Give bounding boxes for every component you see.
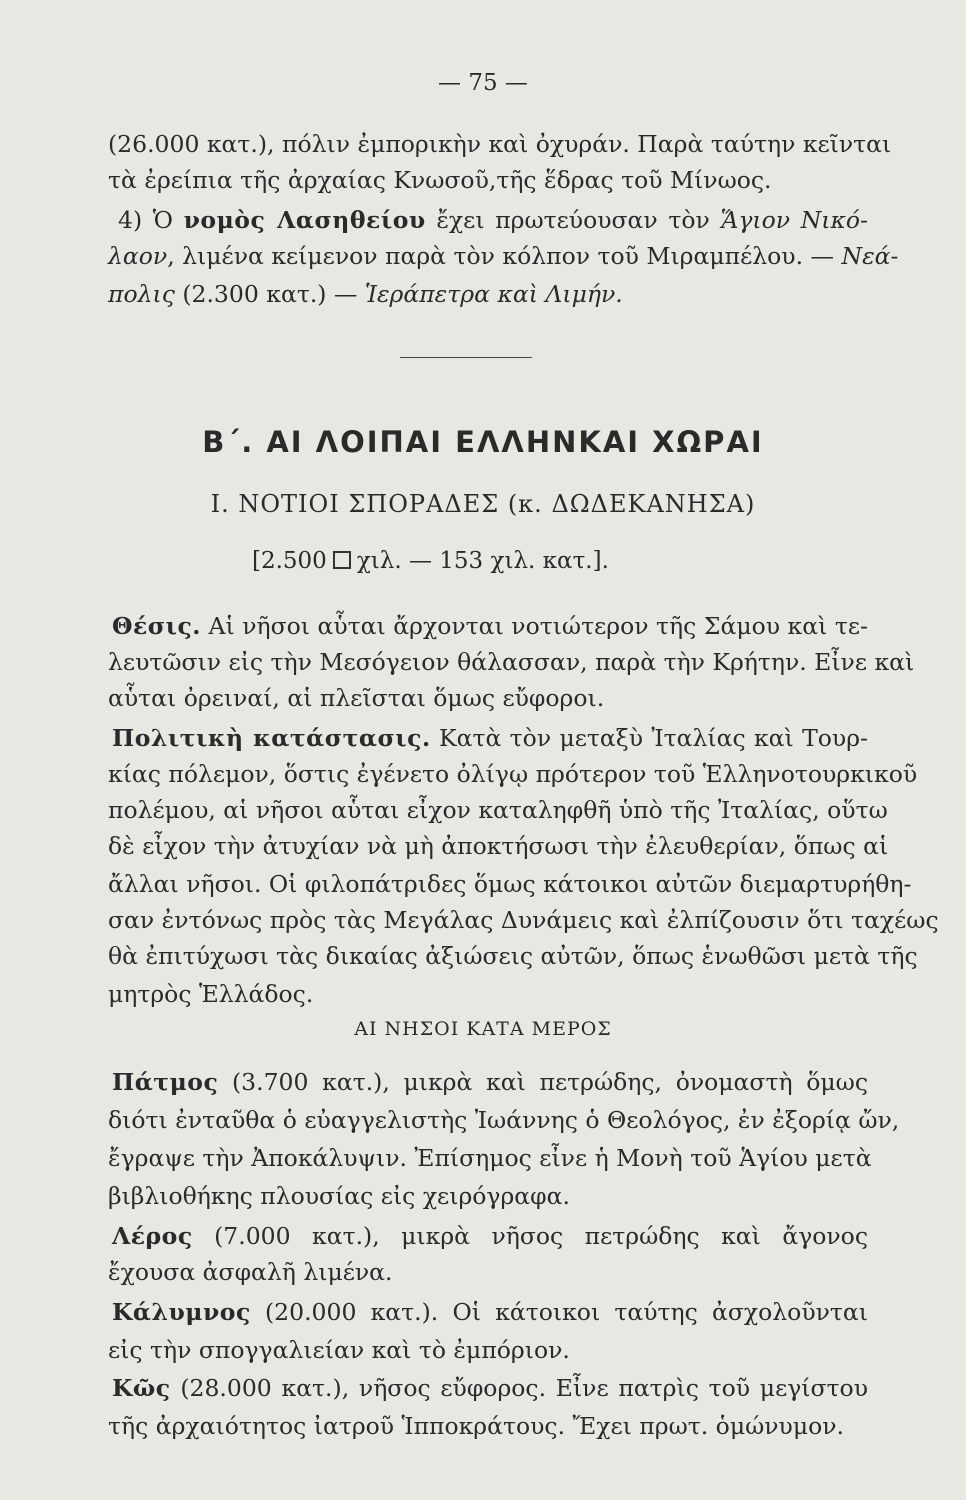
text-span: , λιμένα κείμενον παρὰ τὸν κόλπον τοῦ Μιραμπέλου. —	[167, 242, 842, 270]
population-value: χιλ. — 153 χιλ. κατ.].	[356, 548, 609, 574]
island-name-leros: Λέρος	[112, 1222, 193, 1250]
text-span: ἔχει πρωτεύουσαν τὸν	[425, 206, 721, 234]
paragraph-leros-line1	[112, 1218, 868, 1254]
paragraph-lasithi-line2	[108, 238, 899, 274]
area-value: [2.500	[252, 548, 327, 574]
lasithi-heading: νομὸς Λασηθείου	[183, 206, 426, 234]
paragraph-politics-line1	[112, 720, 868, 756]
text-line: κίας πόλεμον, ὅστις ἐγένετο ὀλίγῳ πρότερον τοῦ Ἑλληνοτουρκικοῦ	[108, 760, 918, 788]
position-heading: Θέσις.	[112, 612, 201, 640]
text-line: εἰς τὴν σπογγαλιείαν καὶ τὸ ἐμπόριον.	[108, 1336, 570, 1364]
paragraph-patmos-line1	[112, 1064, 868, 1100]
text-line: λευτῶσιν εἰς τὴν Μεσόγειον θάλασσαν, παρὰ τὴν Κρήτην. Εἶνε καὶ	[108, 648, 915, 676]
text-span: Κατὰ τὸν μεταξὺ Ἰταλίας καὶ Τουρ-	[430, 724, 868, 752]
text-span: (2.300 κατ.) —	[174, 280, 365, 308]
paragraph-kalymnos-line1	[112, 1294, 868, 1330]
subsection-heading: Ι. ΝΟΤΙΟΙ ΣΠΟΡΑΔΕΣ (κ. ΔΩΔΕΚΑΝΗΣΑ)	[210, 490, 756, 518]
text-line: διότι ἐνταῦθα ὁ εὐαγγελιστὴς Ἰωάννης ὁ Θεολόγος, ἐν ἐξορίᾳ ὤν,	[108, 1106, 900, 1134]
page-number: — 75 —	[438, 70, 528, 96]
text-line: τὰ ἐρείπια τῆς ἀρχαίας Κνωσοῦ,τῆς ἕδρας τοῦ Μίνωος.	[108, 166, 772, 194]
paragraph-lasithi-line3	[108, 276, 623, 312]
text-line: (26.000 κατ.), πόλιν ἐμπορικὴν καὶ ὀχυράν. Παρὰ ταύτην κεῖνται	[108, 130, 892, 158]
text-line: ἔγραψε τὴν Ἀποκάλυψιν. Ἐπίσημος εἶνε ἡ Μονὴ τοῦ Ἁγίου μετὰ	[108, 1144, 872, 1172]
text-span: (7.000 κατ.), μικρὰ νῆσος πετρώδης καὶ ἄγονος	[192, 1222, 868, 1250]
place-name: Ἱεράπετρα καὶ Λιμήν.	[364, 280, 623, 308]
text-line: σαν ἐντόνως πρὸς τὰς Μεγάλας Δυνάμεις καὶ ἐλπίζουσιν ὅτι ταχέως	[108, 906, 939, 934]
text-line: αὗται ὀρειναί, αἱ πλεῖσται ὅμως εὔφοροι.	[108, 684, 605, 712]
island-name-kos: Κῶς	[112, 1374, 171, 1402]
place-name: Ἅγιον Νικό-	[720, 206, 868, 234]
section-heading: Β΄. ΑΙ ΛΟΙΠΑΙ ΕΛΛΗΝΚΑΙ ΧΩΡΑΙ	[202, 425, 764, 459]
text-span: (20.000 κατ.). Οἱ κάτοικοι ταύτης ἀσχολοῦνται	[250, 1298, 868, 1326]
island-name-patmos: Πάτμος	[112, 1068, 219, 1096]
place-name: λαον	[108, 242, 168, 270]
place-name: πολις	[108, 280, 175, 308]
islands-subtitle: ΑΙ ΝΗΣΟΙ ΚΑΤΑ ΜΕΡΟΣ	[354, 1018, 612, 1040]
square-symbol-icon	[333, 551, 351, 569]
section-divider	[400, 357, 532, 358]
text-line: δὲ εἶχον τὴν ἀτυχίαν νὰ μὴ ἀποκτήσωσι τὴν ἐλευθερίαν, ὅπως αἱ	[108, 832, 889, 860]
text-span: Αἱ νῆσοι αὗται ἄρχονται νοτιώτερον τῆς Σάμου καὶ τε-	[200, 612, 868, 640]
paragraph-lasithi-line1	[118, 202, 868, 238]
item-number: 4) Ὁ	[118, 206, 184, 234]
place-name: Νεά-	[841, 242, 899, 270]
paragraph-position-line1	[112, 608, 868, 644]
text-line: πολέμου, αἱ νῆσοι αὗται εἶχον καταληφθῆ ὑπὸ τῆς Ἰταλίας, οὕτω	[108, 796, 888, 824]
text-line: βιβλιοθήκης πλουσίας εἰς χειρόγραφα.	[108, 1182, 570, 1210]
politics-heading: Πολιτικὴ κατάστασις.	[112, 724, 431, 752]
text-line: τῆς ἀρχαιότητος ἰατροῦ Ἱπποκράτους. Ἔχει πρωτ. ὁμώνυμον.	[108, 1412, 845, 1440]
text-span: (3.700 κατ.), μικρὰ καὶ πετρώδης, ὀνομαστὴ ὅμως	[218, 1068, 868, 1096]
text-line: μητρὸς Ἑλλάδος.	[108, 980, 314, 1008]
text-line: ἄλλαι νῆσοι. Οἱ φιλοπάτριδες ὅμως κάτοικοι αὐτῶν διεμαρτυρήθη-	[108, 870, 912, 898]
island-name-kalymnos: Κάλυμνος	[112, 1298, 251, 1326]
text-line: θὰ ἐπιτύχωσι τὰς δικαίας ἀξιώσεις αὐτῶν, ὅπως ἑνωθῶσι μετὰ τῆς	[108, 942, 918, 970]
text-span: (28.000 κατ.), νῆσος εὔφορος. Εἶνε πατρὶς τοῦ μεγίστου	[170, 1374, 868, 1402]
area-population-line	[252, 548, 609, 574]
paragraph-kos-line1	[112, 1370, 868, 1406]
text-line: ἔχουσα ἀσφαλῆ λιμένα.	[108, 1258, 393, 1286]
